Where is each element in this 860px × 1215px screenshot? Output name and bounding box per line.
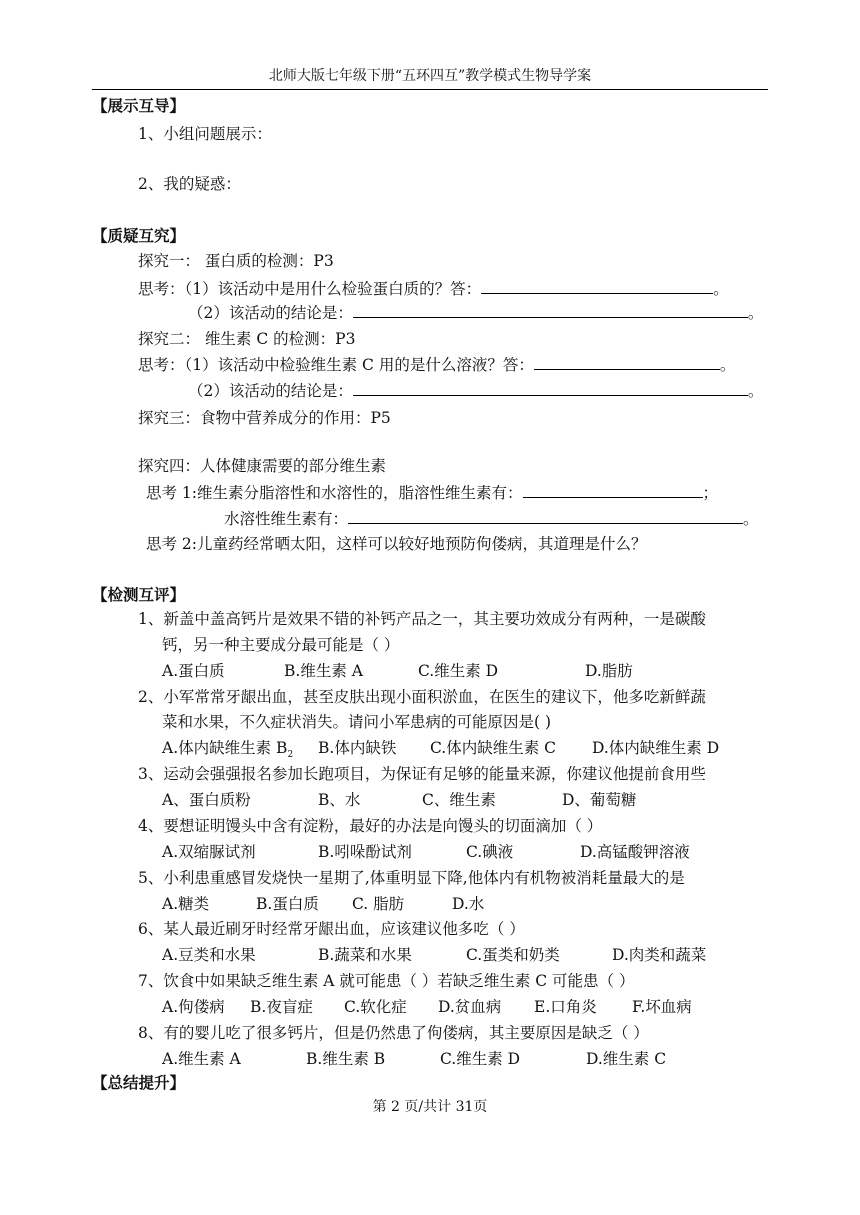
q1-option-a[interactable]: A.蛋白质 <box>162 662 225 680</box>
question-3-line-1: 3、运动会强强报名参加长跑项目，为保证有足够的能量来源，你建议他提前食用些 <box>138 765 706 783</box>
q7-option-a[interactable]: A.佝偻病 <box>162 998 225 1016</box>
q4-option-d[interactable]: D.高锰酸钾溶液 <box>580 843 690 861</box>
q5-option-b[interactable]: B.蛋白质 <box>256 895 319 913</box>
q3-option-a[interactable]: A、蛋白质粉 <box>162 791 251 809</box>
q7-option-e[interactable]: E.口角炎 <box>534 998 597 1016</box>
period: 。 <box>747 304 764 322</box>
q1-option-b[interactable]: B.维生素 A <box>284 662 363 680</box>
question-8-line-1: 8、有的婴儿吃了很多钙片，但是仍然患了佝偻病，其主要原因是缺乏（ ） <box>138 1024 649 1042</box>
explore-4-question-1-text: 思考 1:维生素分脂溶性和水溶性的，脂溶性维生素有： <box>146 484 523 502</box>
zhanshi-item-2: 2、我的疑惑： <box>138 175 241 193</box>
answer-blank[interactable] <box>353 302 748 318</box>
section-zhanshi-title: 【展示互导】 <box>92 97 186 115</box>
q1-option-c[interactable]: C.维生素 D <box>418 662 499 680</box>
explore-2-question-1 <box>138 354 735 376</box>
q8-option-a[interactable]: A.维生素 A <box>162 1050 241 1068</box>
q7-option-d[interactable]: D.贫血病 <box>438 998 502 1016</box>
explore-4-question-2: 思考 2:儿童药经常晒太阳，这样可以较好地预防佝偻病，其道理是什么？ <box>146 535 647 553</box>
q3-option-b[interactable]: B、水 <box>318 791 361 809</box>
q5-option-c[interactable]: C. 脂肪 <box>352 895 405 913</box>
period: 。 <box>713 280 729 298</box>
answer-blank[interactable] <box>348 508 743 524</box>
period: 。 <box>743 510 759 528</box>
q4-option-b[interactable]: B.吲哚酚试剂 <box>318 843 412 861</box>
explore-4-title: 探究四：人体健康需要的部分维生素 <box>138 457 387 475</box>
period: 。 <box>747 382 764 400</box>
question-6-line-1: 6、某人最近刷牙时经常牙龈出血，应该建议他多吃（ ） <box>138 920 525 938</box>
page-header: 北师大版七年级下册“五环四互”教学模式生物导学案 <box>92 66 768 90</box>
q6-option-a[interactable]: A.豆类和水果 <box>162 946 256 964</box>
q8-option-b[interactable]: B.维生素 B <box>306 1050 386 1068</box>
question-2-line-2: 菜和水果，不久症状消失。请问小军患病的可能原因是( ) <box>162 713 552 731</box>
zhanshi-item-1: 1、小组问题展示： <box>138 125 272 143</box>
q3-option-c[interactable]: C、维生素 <box>422 791 496 809</box>
q2-option-c[interactable]: C.体内缺维生素 C <box>430 739 557 757</box>
explore-2-question-2 <box>188 380 763 402</box>
explore-4-question-1b <box>224 508 759 530</box>
question-5-line-1: 5、小利患重感冒发烧快一星期了,体重明显下降,他体内有机物被消耗量最大的是 <box>138 869 685 887</box>
semicolon: ； <box>702 484 719 502</box>
q6-option-c[interactable]: C.蛋类和奶类 <box>466 946 560 964</box>
question-2-line-1: 2、小军常常牙龈出血，甚至皮肤出现小面积淤血，在医生的建议下，他多吃新鲜蔬 <box>138 688 706 706</box>
section-zhiyi-title: 【质疑互究】 <box>92 227 186 245</box>
answer-blank[interactable] <box>353 380 748 396</box>
explore-4-question-1b-text: 水溶性维生素有： <box>224 510 349 528</box>
q7-option-f[interactable]: F.坏血病 <box>632 998 692 1016</box>
explore-1-question-2-text: （2）该活动的结论是： <box>188 304 353 322</box>
q8-option-d[interactable]: D.维生素 C <box>586 1050 667 1068</box>
answer-blank[interactable] <box>523 482 703 498</box>
answer-blank[interactable] <box>534 354 720 370</box>
q8-option-c[interactable]: C.维生素 D <box>440 1050 521 1068</box>
question-1-line-2: 钙，另一种主要成分最可能是（ ） <box>162 636 400 654</box>
page-footer: 第 2 页/共计 31页 <box>372 1099 488 1115</box>
explore-2-question-1-text: 思考：（1）该活动中检验维生素 C 用的是什么溶液？答： <box>138 356 534 374</box>
explore-2-title: 探究二： 维生素 C 的检测：P3 <box>138 330 356 348</box>
explore-3-title: 探究三：食物中营养成分的作用：P5 <box>138 409 391 427</box>
question-4-line-1: 4、要想证明馒头中含有淀粉，最好的办法是向馒头的切面滴加（ ） <box>138 817 603 835</box>
question-7-line-1: 7、饮食中如果缺乏维生素 A 就可能患（ ）若缺乏维生素 C 可能患（ ） <box>138 972 635 990</box>
q5-option-a[interactable]: A.糖类 <box>162 895 210 913</box>
section-zongjie-title: 【总结提升】 <box>92 1074 186 1092</box>
q2-option-a-subscript: 2 <box>287 750 294 761</box>
explore-4-question-1 <box>146 482 718 504</box>
q2-option-a-text: A.体内缺维生素 B <box>162 739 288 757</box>
explore-2-question-2-text: （2）该活动的结论是： <box>188 382 353 400</box>
explore-1-title: 探究一： 蛋白质的检测：P3 <box>138 252 334 270</box>
q5-option-d[interactable]: D.水 <box>452 895 485 913</box>
q2-option-b[interactable]: B.体内缺铁 <box>318 739 397 757</box>
explore-1-question-1 <box>138 278 729 300</box>
question-1-line-1: 1、新盖中盖高钙片是效果不错的补钙产品之一，其主要功效成分有两种，一是碳酸 <box>138 610 706 628</box>
section-jiance-title: 【检测互评】 <box>92 586 186 604</box>
q7-option-b[interactable]: B.夜盲症 <box>250 998 313 1016</box>
q6-option-d[interactable]: D.肉类和蔬菜 <box>612 946 707 964</box>
period: 。 <box>719 356 736 374</box>
q6-option-b[interactable]: B.蔬菜和水果 <box>318 946 412 964</box>
answer-blank[interactable] <box>481 278 713 294</box>
q1-option-d[interactable]: D.脂肪 <box>585 662 633 680</box>
q4-option-c[interactable]: C.碘液 <box>466 843 514 861</box>
q3-option-d[interactable]: D、葡萄糖 <box>562 791 637 809</box>
q2-option-d[interactable]: D.体内缺维生素 D <box>592 739 720 757</box>
q4-option-a[interactable]: A.双缩脲试剂 <box>162 843 256 861</box>
explore-1-question-2 <box>188 302 763 324</box>
q2-option-a[interactable] <box>162 737 293 766</box>
explore-1-question-1-text: 思考：（1）该活动中是用什么检验蛋白质的？答： <box>138 280 482 298</box>
q7-option-c[interactable]: C.软化症 <box>344 998 407 1016</box>
